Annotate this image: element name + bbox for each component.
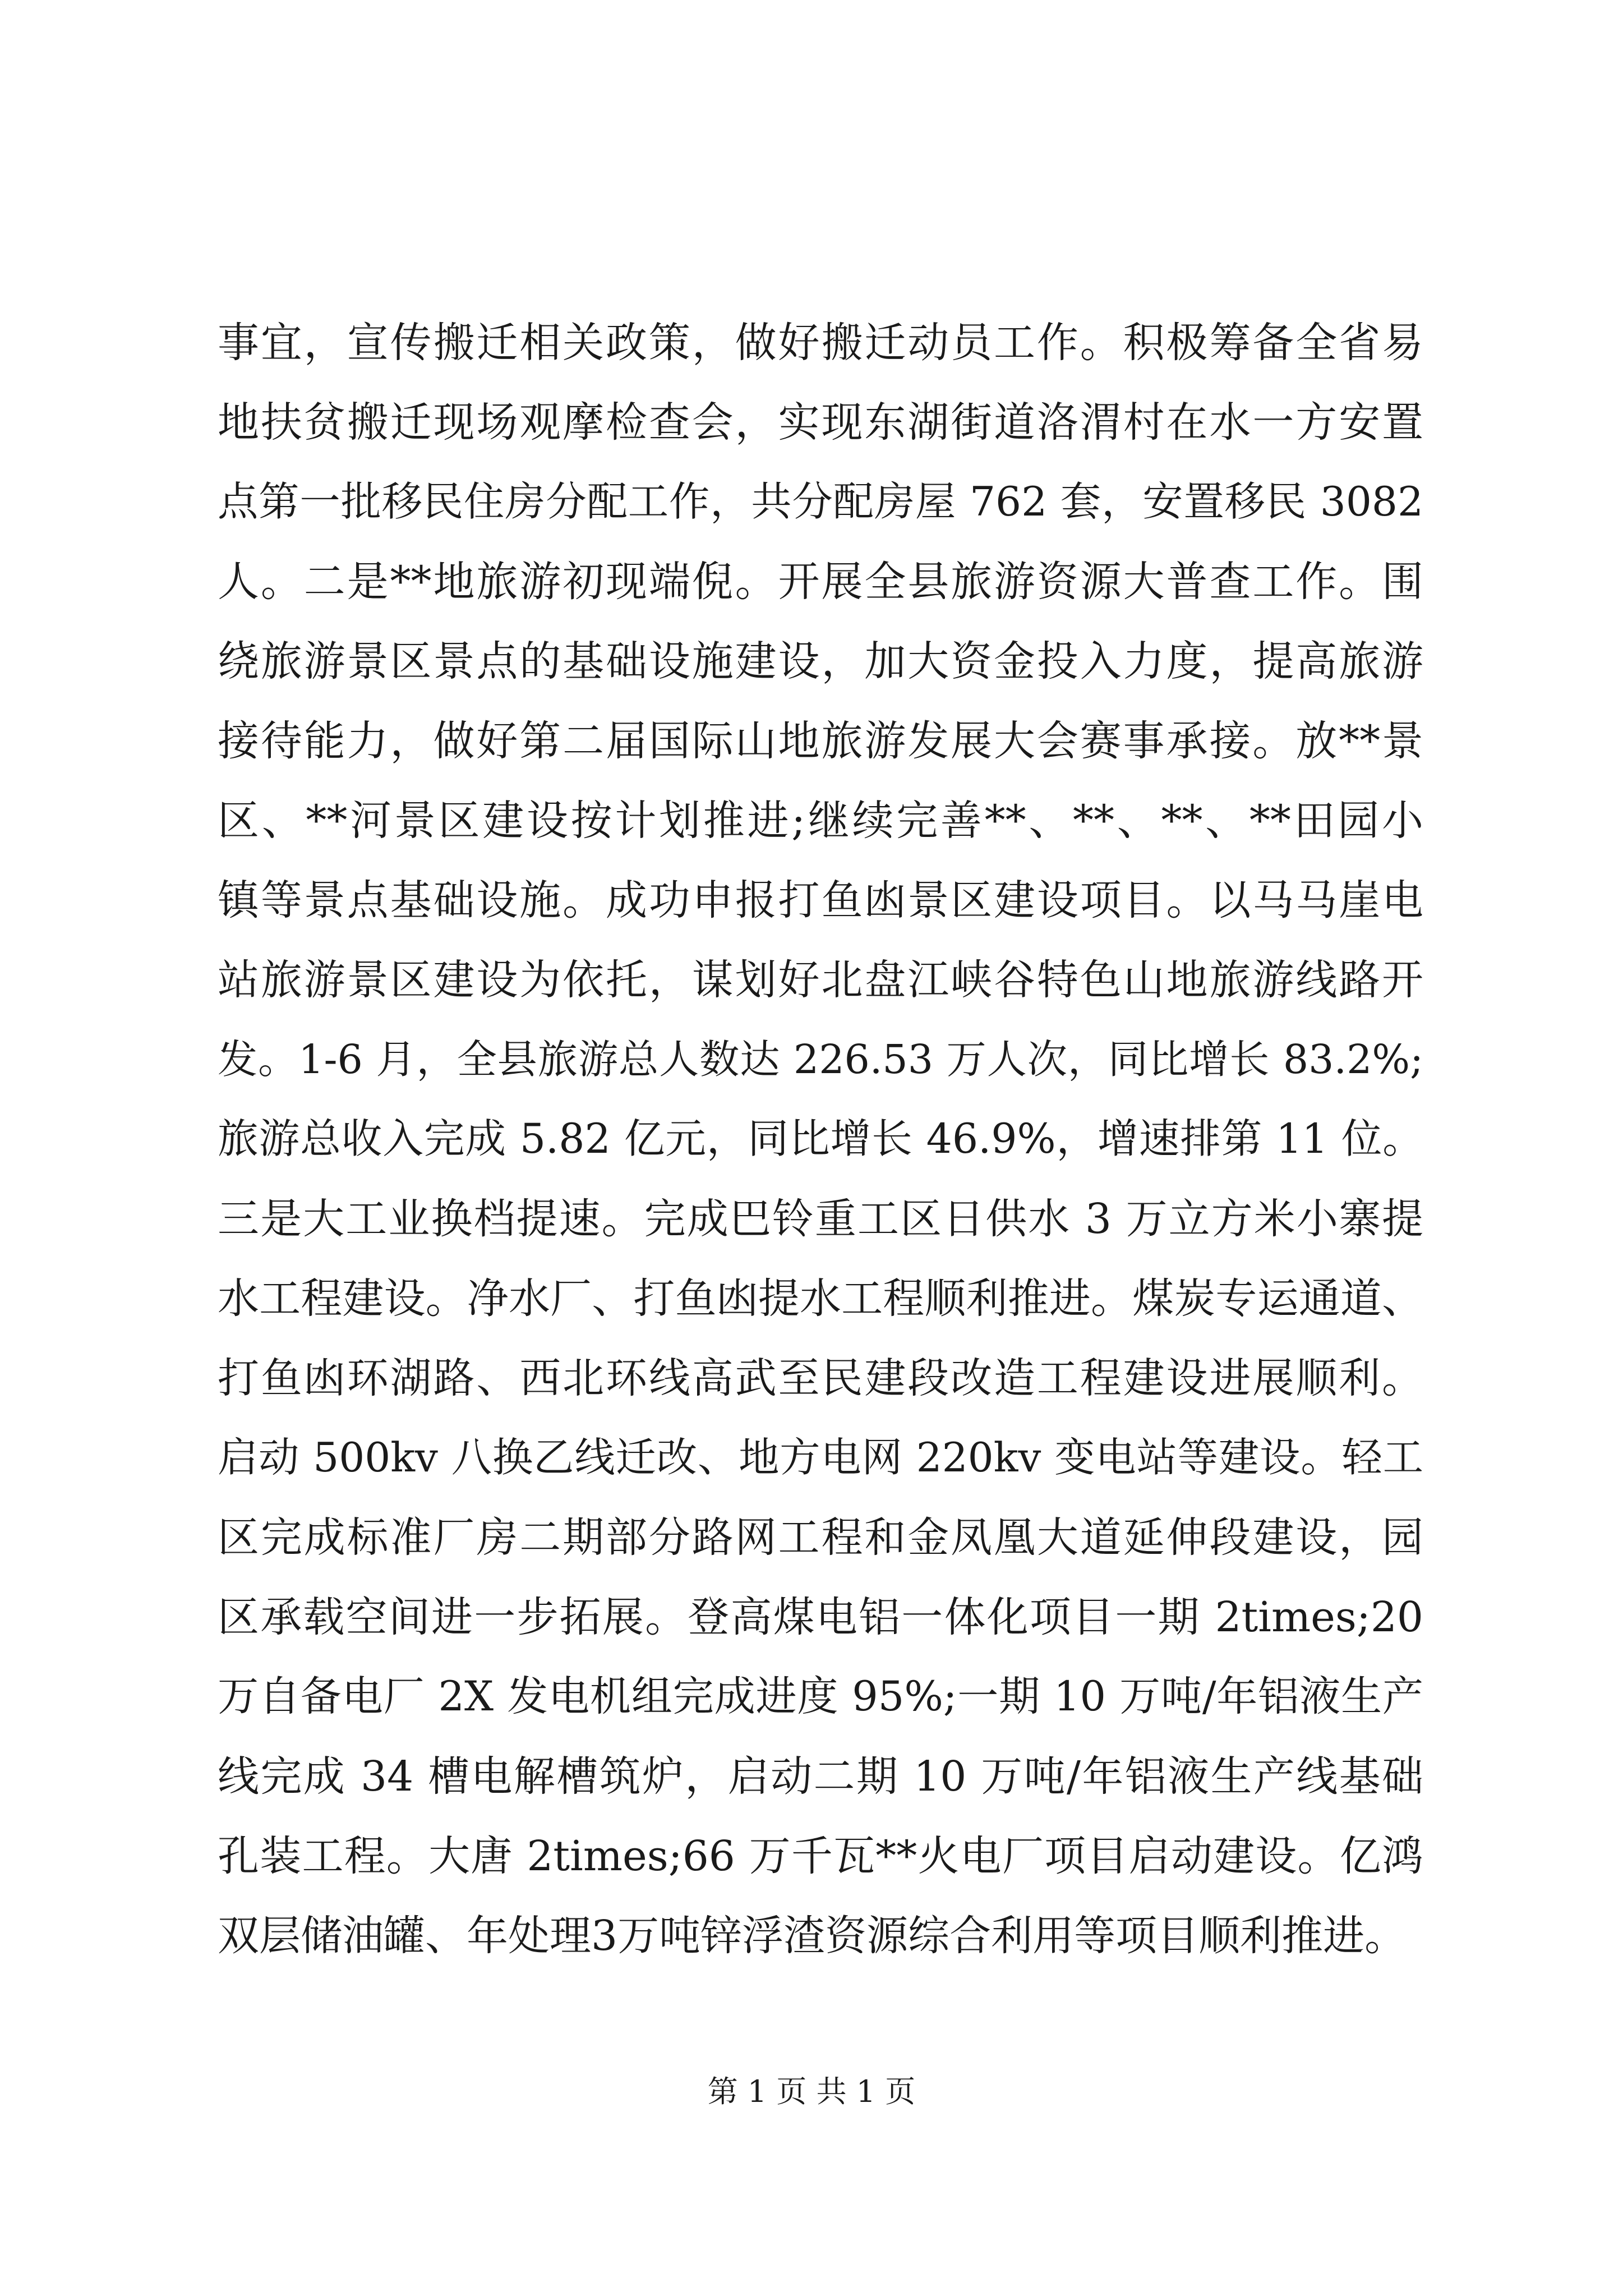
page-footer	[0, 2068, 1623, 2111]
text-line: 打鱼凼环湖路、西北环线高武至民建段改造工程建设进展顺利。	[218, 1354, 1423, 1402]
text-line: 镇等景点基础设施。成功申报打鱼凼景区建设项目。以马马崖电	[218, 876, 1423, 924]
text-line: 站旅游景区建设为依托，谋划好北盘江峡谷特色山地旅游线路开	[218, 956, 1423, 1004]
text-line: 水工程建设。净水厂、打鱼凼提水工程顺利推进。煤炭专运通道、	[218, 1274, 1423, 1323]
text-line: 地扶贫搬迁现场观摩检查会，实现东湖街道洛渭村在水一方安置	[218, 398, 1423, 447]
text-line: 万自备电厂 2X 发电机组完成进度 95%;一期 10 万吨/年铝液生产	[218, 1673, 1423, 1720]
text-line: 区完成标准厂房二期部分路网工程和金凤凰大道延伸段建设，园	[218, 1513, 1423, 1562]
text-line: 线完成 34 槽电解槽筑炉，启动二期 10 万吨/年铝液生产线基础	[218, 1752, 1423, 1801]
text-line: 接待能力，做好第二届国际山地旅游发展大会赛事承接。放**景	[218, 717, 1423, 765]
text-line: 启动 500kv 八换乙线迁改、地方电网 220kv 变电站等建设。轻工	[218, 1434, 1423, 1481]
text-line: 人。二是**地旅游初现端倪。开展全县旅游资源大普查工作。围	[218, 558, 1423, 606]
text-line: 区、**河景区建设按计划推进;继续完善**、**、**、**田园小	[218, 797, 1423, 845]
body-text	[218, 303, 1423, 1976]
page-number-label: 第 1 页 共 1 页	[707, 2074, 916, 2109]
text-line: 绕旅游景区景点的基础设施建设，加大资金投入力度，提高旅游	[218, 637, 1423, 685]
text-line: 事宜，宣传搬迁相关政策，做好搬迁动员工作。积极筹备全省易	[218, 319, 1423, 367]
text-line: 三是大工业换档提速。完成巴铃重工区日供水 3 万立方米小寨提	[218, 1195, 1423, 1243]
text-line: 旅游总收入完成 5.82 亿元，同比增长 46.9%，增速排第 11 位。	[218, 1116, 1423, 1163]
text-line: 点第一批移民住房分配工作，共分配房屋 762 套，安置移民 3082	[218, 478, 1423, 526]
text-line: 双层储油罐、年处理3万吨锌浮渣资源综合利用等项目顺利推进。	[218, 1912, 1407, 1960]
text-line: 发。1-6 月，全县旅游总人数达 226.53 万人次，同比增长 83.2%;	[218, 1036, 1423, 1083]
text-line: 区承载空间进一步拓展。登高煤电铝一体化项目一期 2times;20	[218, 1593, 1423, 1641]
text-line: 孔装工程。大唐 2times;66 万千瓦**火电厂项目启动建设。亿鸿	[218, 1832, 1423, 1880]
